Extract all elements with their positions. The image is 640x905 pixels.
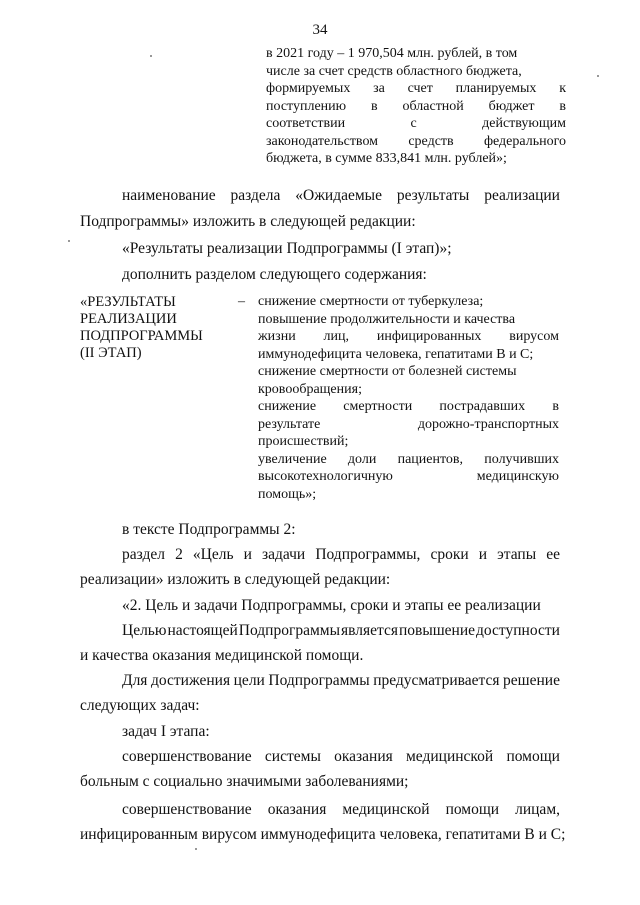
word: федерального [483,133,566,149]
scan-speck [68,240,70,242]
scan-speck [597,75,599,77]
word: пациентов, [397,451,464,467]
word: действующим [482,116,566,131]
word: соответствии [266,116,346,131]
word: средств [408,133,454,149]
amount-line [266,116,566,132]
amount-line [266,99,566,115]
word: за [373,81,385,96]
body-p6: задач I этапа: [122,723,210,740]
word: задачи [261,546,306,563]
body-p4-line-1 [122,621,560,641]
word: помощи [445,801,500,818]
word: решение [503,672,560,689]
word: ее [546,546,560,563]
word: в [559,98,566,114]
word: является [341,622,398,639]
passport-line [258,329,559,345]
passport-line [258,452,559,468]
body-p8-line-2: инфицированным вирусом иммунодефицита человека, гепатитами B и C; [80,826,566,843]
word: пострадавших [439,399,526,414]
passport-heading-line: (II ЭТАП) [80,345,142,361]
word: жизни [258,329,296,344]
word: Для [122,672,148,689]
passport-heading-line: «РЕЗУЛЬТАТЫ [80,294,176,310]
word: доли [347,451,377,467]
word: поступлению [266,98,347,114]
passport-line [258,469,559,485]
word: совершенствование [122,801,252,818]
word: в 2021 году – 1 970,504 млн. рублей, в том [266,46,518,61]
word: в [371,98,378,114]
word: с [410,116,417,131]
intro-line-1 [122,186,560,206]
word: наименование [122,187,216,204]
word: высокотехнологичную [258,469,393,484]
passport-line [258,294,559,310]
word: лицам, [515,801,560,818]
word: законодательством [266,133,379,149]
passport-line [258,312,559,328]
passport-dash: – [238,294,245,309]
word: в [552,399,559,414]
body-p7-line-2: больным с социально значимыми заболеваниями; [80,773,409,790]
word: «Цель [192,546,234,563]
word: счет [407,81,433,96]
amount-line [266,81,566,97]
passport-line [258,417,559,433]
body-p2-line-2: реализации» изложить в следующей редакции: [80,571,391,588]
word: доступности [476,622,560,639]
word: медицинскую [476,469,559,484]
word: результате [258,416,321,432]
amount-line [266,134,566,150]
word: и [243,546,252,563]
word: формируемых [266,81,351,96]
amount-line [266,64,566,80]
word: настоящей [167,622,238,639]
passport-heading-line: ПОДПРОГРАММЫ [80,328,203,344]
word: снижение смертности от болезней системы [258,364,517,379]
word: Подпрограммы [268,672,370,689]
body-p3: «2. Цель и задачи Подпрограммы, сроки и этапы ее реализации [122,597,541,614]
word: цели [233,672,265,689]
page-number: 34 [312,22,328,38]
word: «Ожидаемые [295,187,382,204]
body-p1: в тексте Подпрограммы 2: [122,521,296,538]
word: к [559,81,566,96]
word: повышение продолжительности и качества [258,311,516,327]
scan-speck [150,55,152,57]
word: планируемых [455,81,537,96]
amount-line [266,46,566,62]
word: происшествий; [258,434,349,449]
word: дорожно-транспортных [417,416,559,432]
intro-line-4: дополнить разделом следующего содержания: [122,266,427,283]
word: реализации [484,187,560,204]
word: предусматривается [373,672,500,689]
word: сроки [430,546,469,563]
word: раздела [230,187,281,204]
word: снижение смертности от туберкулеза; [258,294,484,309]
body-p7-line-1 [122,747,560,767]
word: смертности [343,399,413,414]
word: помощь»; [258,486,317,502]
word: вирусом [509,329,559,344]
intro-line-2: Подпрограммы» изложить в следующей редакции: [80,213,416,230]
word: бюджета, в сумме 833,841 млн. рублей»; [266,151,507,166]
scan-speck [195,848,197,850]
passport-line [258,347,559,363]
word: иммунодефицита человека, гепатитами B и C; [258,346,534,362]
passport-line [258,434,559,450]
word: повышение [398,622,476,639]
word: достижения [151,672,231,689]
word: лиц, [323,329,350,344]
body-p5-line-1 [122,671,560,691]
word: бюджет [488,98,535,114]
word: 2 [175,546,183,563]
passport-line [258,487,559,503]
body-p8-line-1 [122,800,560,820]
amount-line [266,151,566,167]
word: медицинской [405,748,494,765]
body-p2-line-1 [122,545,560,565]
word: результаты [396,187,470,204]
word: снижение [258,399,317,414]
word: увеличение [258,451,327,467]
passport-line [258,364,559,380]
passport-line [258,399,559,415]
intro-line-3: «Результаты реализации Подпрограммы (I этап)»; [122,240,452,257]
word: Целью [122,622,167,639]
word: системы [264,748,321,765]
word: областной [402,98,464,114]
word: кровообращения; [258,381,362,397]
body-p5-line-2: следующих задач: [80,697,200,714]
word: совершенствование [122,748,252,765]
word: Подпрограммы [238,622,340,639]
word: оказания [267,801,327,818]
passport-line [258,382,559,398]
word: Подпрограммы, [315,546,421,563]
body-p4-line-2: и качества оказания медицинской помощи. [80,647,364,664]
word: помощи [506,748,560,765]
word: числе за счет средств областного бюджета, [266,63,522,79]
word: медицинской [342,801,430,818]
word: получивших [484,451,559,467]
word: оказания [334,748,393,765]
word: этапы [497,546,537,563]
word: раздел [122,546,165,563]
passport-heading-line: РЕАЛИЗАЦИИ [80,311,177,327]
word: и [478,546,488,563]
word: инфицированных [376,329,482,344]
